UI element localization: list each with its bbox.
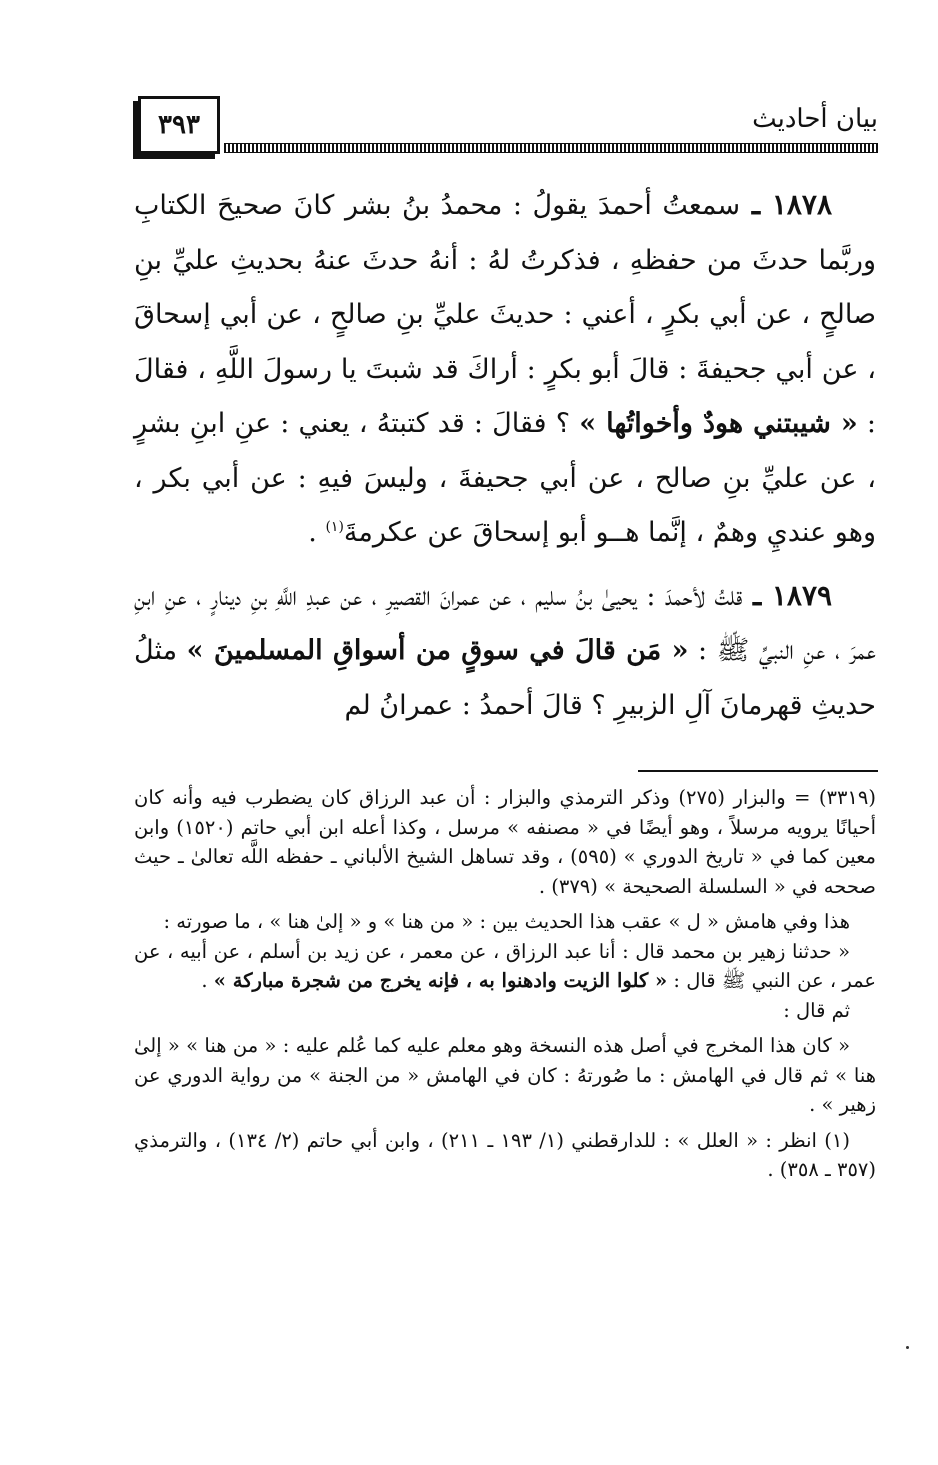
scan-speck: [906, 1346, 909, 1349]
main-text: [134, 178, 876, 741]
footnote-margin-quote: « كان هذا المخرج في أصل هذه النسخة وهو معلم عليه كما عُلم عليه : « من هنا » « إلىٰ هنا » ثم قال في الهامش : ما صُورتهُ : كان في الهامش « من الجنة » من رواية الدوري عن زهير » .: [134, 1034, 876, 1116]
hadith-quote: « مَن قالَ في سوقٍ من أسواقِ المسلمينَ »: [186, 635, 689, 666]
footnotes: [134, 783, 876, 1191]
footnote-quoted-hadith: [134, 937, 876, 996]
hadith-quote: « شيبتني هودٌ وأخواتُها »: [579, 408, 858, 439]
quoted-end: .: [201, 969, 214, 992]
footnote-continuation: (٣٣١٩) = والبزار (٢٧٥) وذكر الترمذي والبزار : أن عبد الرزاق كان يضطرب فيه وأنه كان أحيانًا يرويه مرسلاً ، وهو أيضًا في « مصنفه » مرسل ، وكذا أعله ابن أبي حاتم (١٥٢٠) وابن معين كما في « تاريخ الدوري » (٥٩٥) ، وقد تساهل الشيخ الألباني ـ حفظه اللَّه تعالىٰ ـ حيث صححه في « السلسلة الصحيحة » (٣٧٩) .: [134, 786, 876, 898]
entry-dash: ـ: [742, 578, 772, 612]
hadith-entry-1879: [134, 569, 876, 734]
running-title: بيان أحاديث: [752, 104, 878, 134]
entry-dash: ـ: [740, 188, 772, 221]
footnote-then-said: ثم قال :: [783, 998, 850, 1022]
entry-number: ١٨٧٨: [771, 188, 832, 221]
hadith-entry-1878: [134, 178, 876, 561]
footnote-separator: [638, 770, 878, 772]
header-ornamental-rule: [224, 143, 878, 153]
footnote-reference: (١): [325, 519, 344, 535]
entry-text: سمعتُ أحمدَ يقولُ : محمدُ بنُ بشر كانَ صحيحَ الكتابِ وربَّما حدثَ من حفظهِ ، فذكرتُ لهُ : أنهُ حدثَ عنهُ بحديثِ عليِّ بنِ صالحٍ ، عن أبي بكرٍ ، أعني : حديثَ عليِّ بنِ صالحٍ ، عن أبي إسحاقَ ، عن أبي جحيفةَ : قالَ أبو بكرٍ : أراكَ قد شبتَ يا رسولَ اللَّهِ ، فقالَ :: [134, 190, 876, 439]
entry-text-continued: ؟ فقالَ : قد كتبتهُ ، يعني : عنِ ابنِ بشرٍ ، عن عليِّ بنِ صالح ، عن أبي جحيفةَ ، وليسَ فيهِ : عن أبي بكر ، وهو عنديِ وهمٌ ، إنَّما هــو أبو إسحاقَ عن عكرمةَ: [134, 408, 876, 548]
quoted-isnad: « حدثنا زهير بن محمد قال : أنا عبد الرزاق ، عن معمر ، عن زيد بن أسلم ، عن أبيه ، عن عمر ، عن النبي ﷺ قال :: [134, 939, 876, 992]
footnote-margin-note: هذا وفي هامش « ل » عقب هذا الحديث بين : « من هنا » و « إلىٰ هنا » ، ما صورته :: [163, 910, 850, 933]
entry-text: قلتُ لأحمدَ : يحيىٰ بنُ سليم ، عن عمرانَ القصيرِ ، عن عبدِ اللَّهِ بنِ دينارٍ ، عنِ ابنِ عمرَ ، عنِ النبيِّ ﷺ :: [134, 580, 876, 666]
page-number: ٣٩٣: [138, 96, 220, 154]
entry-end: .: [308, 517, 326, 548]
entry-number: ١٨٧٩: [771, 578, 833, 612]
entry-text-continued: مثلُ حديثِ قهرمانَ آلِ الزبيرِ ؟ قالَ أحمدُ : عمرانُ لم: [134, 635, 876, 721]
quoted-matn: « كلوا الزيت وادهنوا به ، فإنه يخرج من شجرة مباركة »: [213, 969, 668, 992]
running-header: [138, 96, 878, 156]
footnote-1: (١) انظر : « العلل » : للدارقطني (١/ ١٩٣ ـ ٢١١) ، وابن أبي حاتم (٢/ ١٣٤) ، والترمذي (٣٥٧ ـ ٣٥٨) .: [134, 1128, 876, 1181]
